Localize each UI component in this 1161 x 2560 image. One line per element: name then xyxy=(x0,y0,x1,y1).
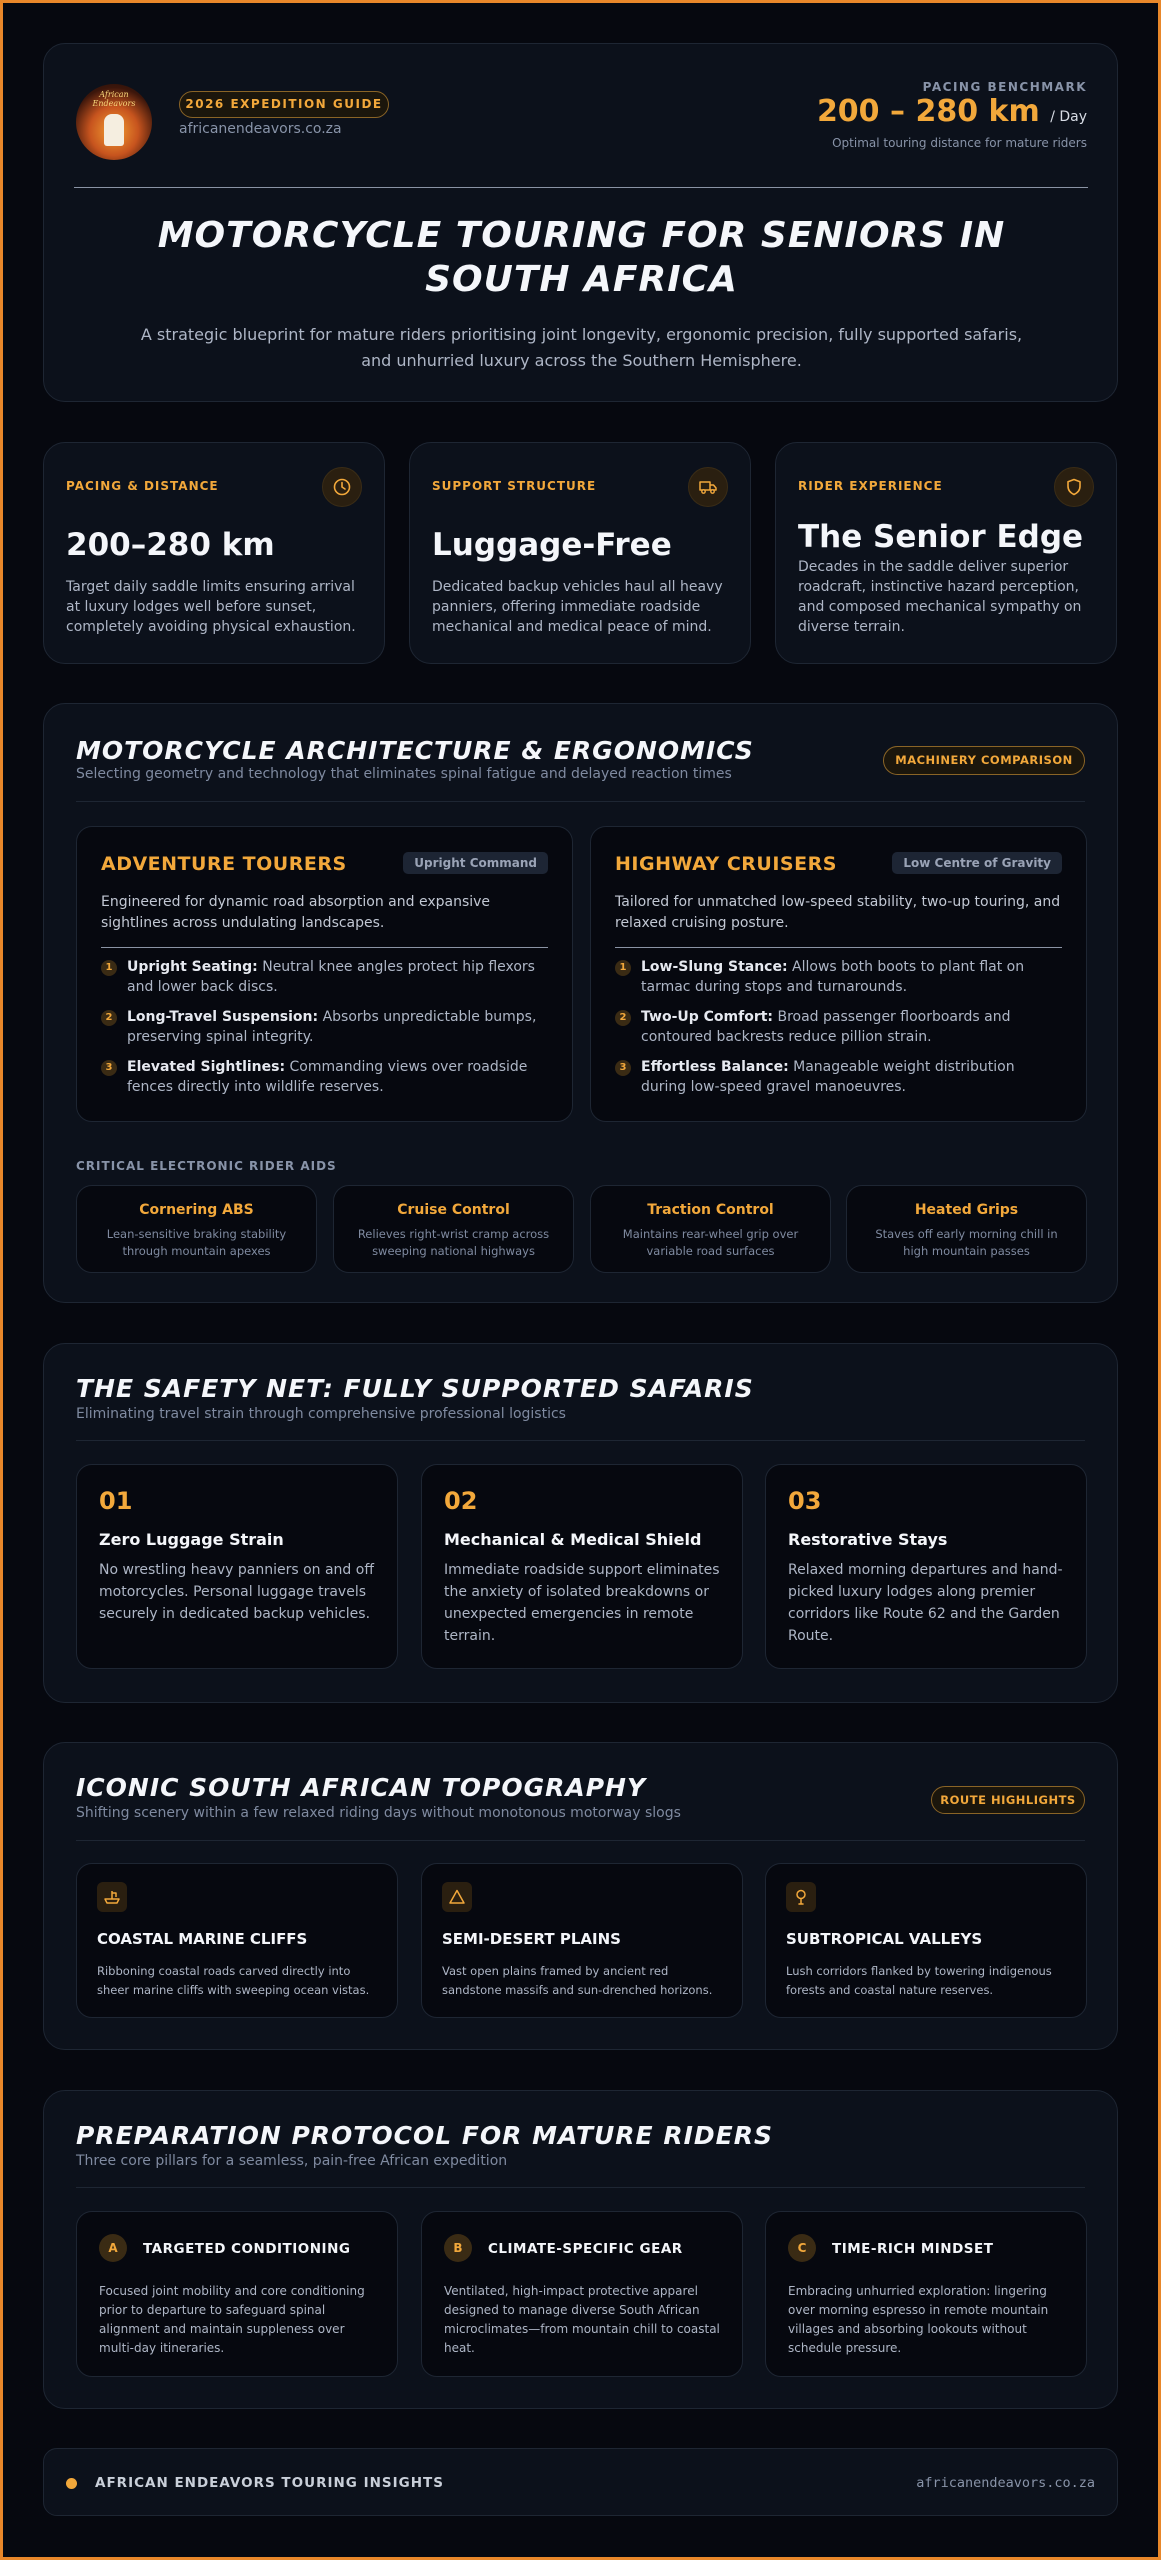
stat-description: Decades in the saddle deliver superior roadcraft, instinctive hazard perception, and composed mechanical sympathy on diverse terrain. xyxy=(798,559,1082,635)
route-highlights-badge: ROUTE HIGHLIGHTS xyxy=(931,1786,1085,1814)
bike-card-cruiser xyxy=(590,826,1087,1122)
section-subtitle: Shifting scenery within a few relaxed riding days without monotonous motorway slogs xyxy=(76,1805,681,1821)
feature-number: 2 xyxy=(101,1010,117,1026)
feature-number: 1 xyxy=(101,960,117,976)
guide-badge: 2026 EXPEDITION GUIDE xyxy=(179,91,389,118)
bike-tag: Upright Command xyxy=(403,852,548,874)
feature-text: Manageable weight distribution during low-speed gravel manoeuvres. xyxy=(641,1059,1015,1095)
stat-value: The Senior Edge xyxy=(798,519,1084,555)
step-number: 02 xyxy=(444,1487,478,1515)
section-divider xyxy=(76,2187,1085,2188)
bike-divider xyxy=(615,947,1062,948)
rider-silhouette-icon xyxy=(104,114,124,146)
feature-text: Absorbs unpredictable bumps, preserving spinal integrity. xyxy=(127,1009,537,1045)
rider-aid-title: Cornering ABS xyxy=(139,1202,254,1218)
step-title: Zero Luggage Strain xyxy=(99,1530,284,1549)
feature-text: Commanding views over roadside fences directly into wildlife reserves. xyxy=(127,1059,528,1095)
feature-title: Low-Slung Stance: xyxy=(641,959,788,975)
feature-text: Neutral knee angles protect hip flexors and lower back discs. xyxy=(127,959,535,995)
logo-text: African Endeavors xyxy=(92,90,136,108)
section-title: PREPARATION PROTOCOL FOR MATURE RIDERS xyxy=(76,2121,773,2150)
machinery-comparison-badge: MACHINERY COMPARISON xyxy=(883,746,1085,775)
stat-value: Luggage-Free xyxy=(432,527,672,563)
brand-logo[interactable] xyxy=(76,84,152,160)
benchmark-label: PACING BENCHMARK xyxy=(922,80,1087,94)
step-title: Mechanical & Medical Shield xyxy=(444,1530,702,1549)
footer xyxy=(43,2448,1118,2516)
stat-card-experience xyxy=(775,442,1117,664)
mountain-icon xyxy=(442,1882,472,1912)
section-title: THE SAFETY NET: FULLY SUPPORTED SAFARIS xyxy=(76,1374,754,1403)
footer-url-link[interactable]: africanendeavors.co.za xyxy=(916,2475,1095,2491)
stat-label: RIDER EXPERIENCE xyxy=(798,479,943,493)
rider-aid-desc: Relieves right-wrist cramp across sweeping national highways xyxy=(357,1227,550,1258)
clock-icon xyxy=(322,467,362,507)
rider-aid-card xyxy=(846,1185,1087,1273)
topography-section xyxy=(43,1742,1118,2050)
feature-number: 3 xyxy=(101,1060,117,1076)
stat-value: 200–280 km xyxy=(66,527,275,563)
step-text: Relaxed morning departures and hand-picked luxury lodges along premier corridors like Route 62 and the Garden Route. xyxy=(788,1562,1063,1644)
footer-brand: AFRICAN ENDEAVORS TOURING INSIGHTS xyxy=(95,2475,444,2491)
page-subtitle: A strategic blueprint for mature riders prioritising joint longevity, ergonomic precision, fully supported safaris, and unhurried luxury across the Southern Hemisphere. xyxy=(140,325,1023,370)
feature-number: 2 xyxy=(615,1010,631,1026)
stat-card-pacing xyxy=(43,442,385,664)
feature-text: Allows both boots to plant flat on tarmac during stops and turnarounds. xyxy=(641,959,1025,995)
bike-tag: Low Centre of Gravity xyxy=(892,852,1062,874)
safety-step-card xyxy=(765,1464,1087,1669)
topography-card-valleys xyxy=(765,1863,1087,2018)
pillar-badge: C xyxy=(788,2234,816,2262)
feature-item xyxy=(101,1007,548,1047)
rider-aid-card xyxy=(333,1185,574,1273)
pillar-text: Ventilated, high-impact protective apparel designed to manage diverse South African microclimates—from mountain chill to coastal heat. xyxy=(444,2284,720,2355)
topography-title: SUBTROPICAL VALLEYS xyxy=(786,1930,983,1948)
pillar-badge: B xyxy=(444,2234,472,2262)
topography-text: Lush corridors flanked by towering indigenous forests and coastal nature reserves. xyxy=(786,1964,1052,1997)
feature-item xyxy=(615,1007,1062,1047)
section-divider xyxy=(76,1840,1085,1841)
ship-icon xyxy=(97,1882,127,1912)
bike-card-adventure xyxy=(76,826,573,1122)
section-title: MOTORCYCLE ARCHITECTURE & ERGONOMICS xyxy=(76,736,754,765)
topography-card-coastal xyxy=(76,1863,398,2018)
pillar-title: CLIMATE-SPECIFIC GEAR xyxy=(488,2241,683,2257)
feature-text: Broad passenger floorboards and contoured backrests reduce pillion strain. xyxy=(641,1009,1011,1045)
feature-title: Elevated Sightlines: xyxy=(127,1059,286,1075)
rider-aid-title: Heated Grips xyxy=(914,1202,1019,1218)
bike-intro: Engineered for dynamic road absorption and expansive sightlines across undulating landscapes. xyxy=(101,894,491,931)
rider-aid-card xyxy=(76,1185,317,1273)
section-divider xyxy=(76,1440,1085,1441)
pillar-card xyxy=(421,2211,743,2377)
truck-icon xyxy=(688,467,728,507)
topography-card-desert xyxy=(421,1863,743,2018)
rider-aid-desc: Lean-sensitive braking stability through mountain apexes xyxy=(106,1227,287,1258)
topography-title: SEMI-DESERT PLAINS xyxy=(442,1930,621,1948)
topography-text: Vast open plains framed by ancient red sandstone massifs and sun-drenched horizons. xyxy=(442,1964,713,1997)
feature-item xyxy=(615,1057,1062,1097)
benchmark-note: Optimal touring distance for mature riders xyxy=(832,136,1087,150)
topography-title: COASTAL MARINE CLIFFS xyxy=(97,1930,308,1948)
feature-number: 3 xyxy=(615,1060,631,1076)
page-title: MOTORCYCLE TOURING FOR SENIORS IN SOUTH AFRICA xyxy=(157,215,1006,300)
section-subtitle: Eliminating travel strain through comprehensive professional logistics xyxy=(76,1406,566,1422)
bike-intro: Tailored for unmatched low-speed stability, two-up touring, and relaxed cruising posture. xyxy=(615,894,1061,931)
step-text: Immediate roadside support eliminates the anxiety of isolated breakdowns or unexpected emergencies in remote terrain. xyxy=(444,1562,720,1644)
shield-icon xyxy=(1054,467,1094,507)
stat-description: Target daily saddle limits ensuring arrival at luxury lodges well before sunset, completely avoiding physical exhaustion. xyxy=(66,579,356,635)
pillar-card xyxy=(765,2211,1087,2377)
step-title: Restorative Stays xyxy=(788,1530,948,1549)
feature-title: Two-Up Comfort: xyxy=(641,1009,774,1025)
stat-card-support xyxy=(409,442,751,664)
feature-item xyxy=(101,957,548,997)
benchmark-number: 200 – 280 km xyxy=(816,94,1040,129)
hero-divider xyxy=(74,187,1088,188)
site-link[interactable]: africanendeavors.co.za xyxy=(179,121,342,137)
section-divider xyxy=(76,801,1085,802)
step-number: 03 xyxy=(788,1487,822,1515)
rider-aids-label: CRITICAL ELECTRONIC RIDER AIDS xyxy=(76,1159,337,1173)
tree-icon xyxy=(786,1882,816,1912)
feature-item xyxy=(615,957,1062,997)
section-subtitle: Selecting geometry and technology that eliminates spinal fatigue and delayed reaction times xyxy=(76,766,732,782)
topography-text: Ribboning coastal roads carved directly into sheer marine cliffs with sweeping ocean vistas. xyxy=(97,1964,370,1997)
section-title: ICONIC SOUTH AFRICAN TOPOGRAPHY xyxy=(76,1773,647,1802)
safety-step-card xyxy=(76,1464,398,1669)
feature-title: Upright Seating: xyxy=(127,959,258,975)
pillar-card xyxy=(76,2211,398,2377)
step-text: No wrestling heavy panniers on and off motorcycles. Personal luggage travels securely in dedicated backup vehicles. xyxy=(99,1562,374,1622)
feature-title: Effortless Balance: xyxy=(641,1059,789,1075)
bike-name: ADVENTURE TOURERS xyxy=(101,853,347,875)
architecture-section xyxy=(43,703,1118,1303)
bike-name: HIGHWAY CRUISERS xyxy=(615,853,837,875)
rider-aid-title: Cruise Control xyxy=(397,1202,510,1218)
safety-section xyxy=(43,1343,1118,1703)
pillar-title: TIME-RICH MINDSET xyxy=(832,2241,994,2257)
pillar-title: TARGETED CONDITIONING xyxy=(143,2241,351,2257)
step-number: 01 xyxy=(99,1487,133,1515)
rider-aid-title: Traction Control xyxy=(647,1202,774,1218)
safety-step-card xyxy=(421,1464,743,1669)
benchmark-unit: / Day xyxy=(1050,109,1087,125)
feature-title: Long-Travel Suspension: xyxy=(127,1009,319,1025)
pillar-text: Embracing unhurried exploration: lingering over morning espresso in remote mountain villages and absorbing lookouts without schedule pressure. xyxy=(788,2284,1049,2355)
pillar-badge: A xyxy=(99,2234,127,2262)
stat-description: Dedicated backup vehicles haul all heavy panniers, offering immediate roadside mechanical and medical peace of mind. xyxy=(432,579,723,635)
stat-label: PACING & DISTANCE xyxy=(66,479,219,493)
feature-item xyxy=(101,1057,548,1097)
benchmark-value xyxy=(817,94,1087,129)
rider-aid-card xyxy=(590,1185,831,1273)
pillar-text: Focused joint mobility and core conditioning prior to departure to safeguard spinal alignment and maintain suppleness over multi-day itineraries. xyxy=(99,2284,365,2355)
section-subtitle: Three core pillars for a seamless, pain-free African expedition xyxy=(76,2153,508,2169)
hero-card xyxy=(43,43,1118,402)
bike-divider xyxy=(101,947,548,948)
rider-aid-desc: Maintains rear-wheel grip over variable road surfaces xyxy=(622,1227,799,1258)
status-dot-icon xyxy=(66,2478,77,2489)
stat-label: SUPPORT STRUCTURE xyxy=(432,479,597,493)
rider-aid-desc: Staves off early morning chill in high mountain passes xyxy=(875,1227,1058,1258)
preparation-section xyxy=(43,2090,1118,2409)
feature-number: 1 xyxy=(615,960,631,976)
